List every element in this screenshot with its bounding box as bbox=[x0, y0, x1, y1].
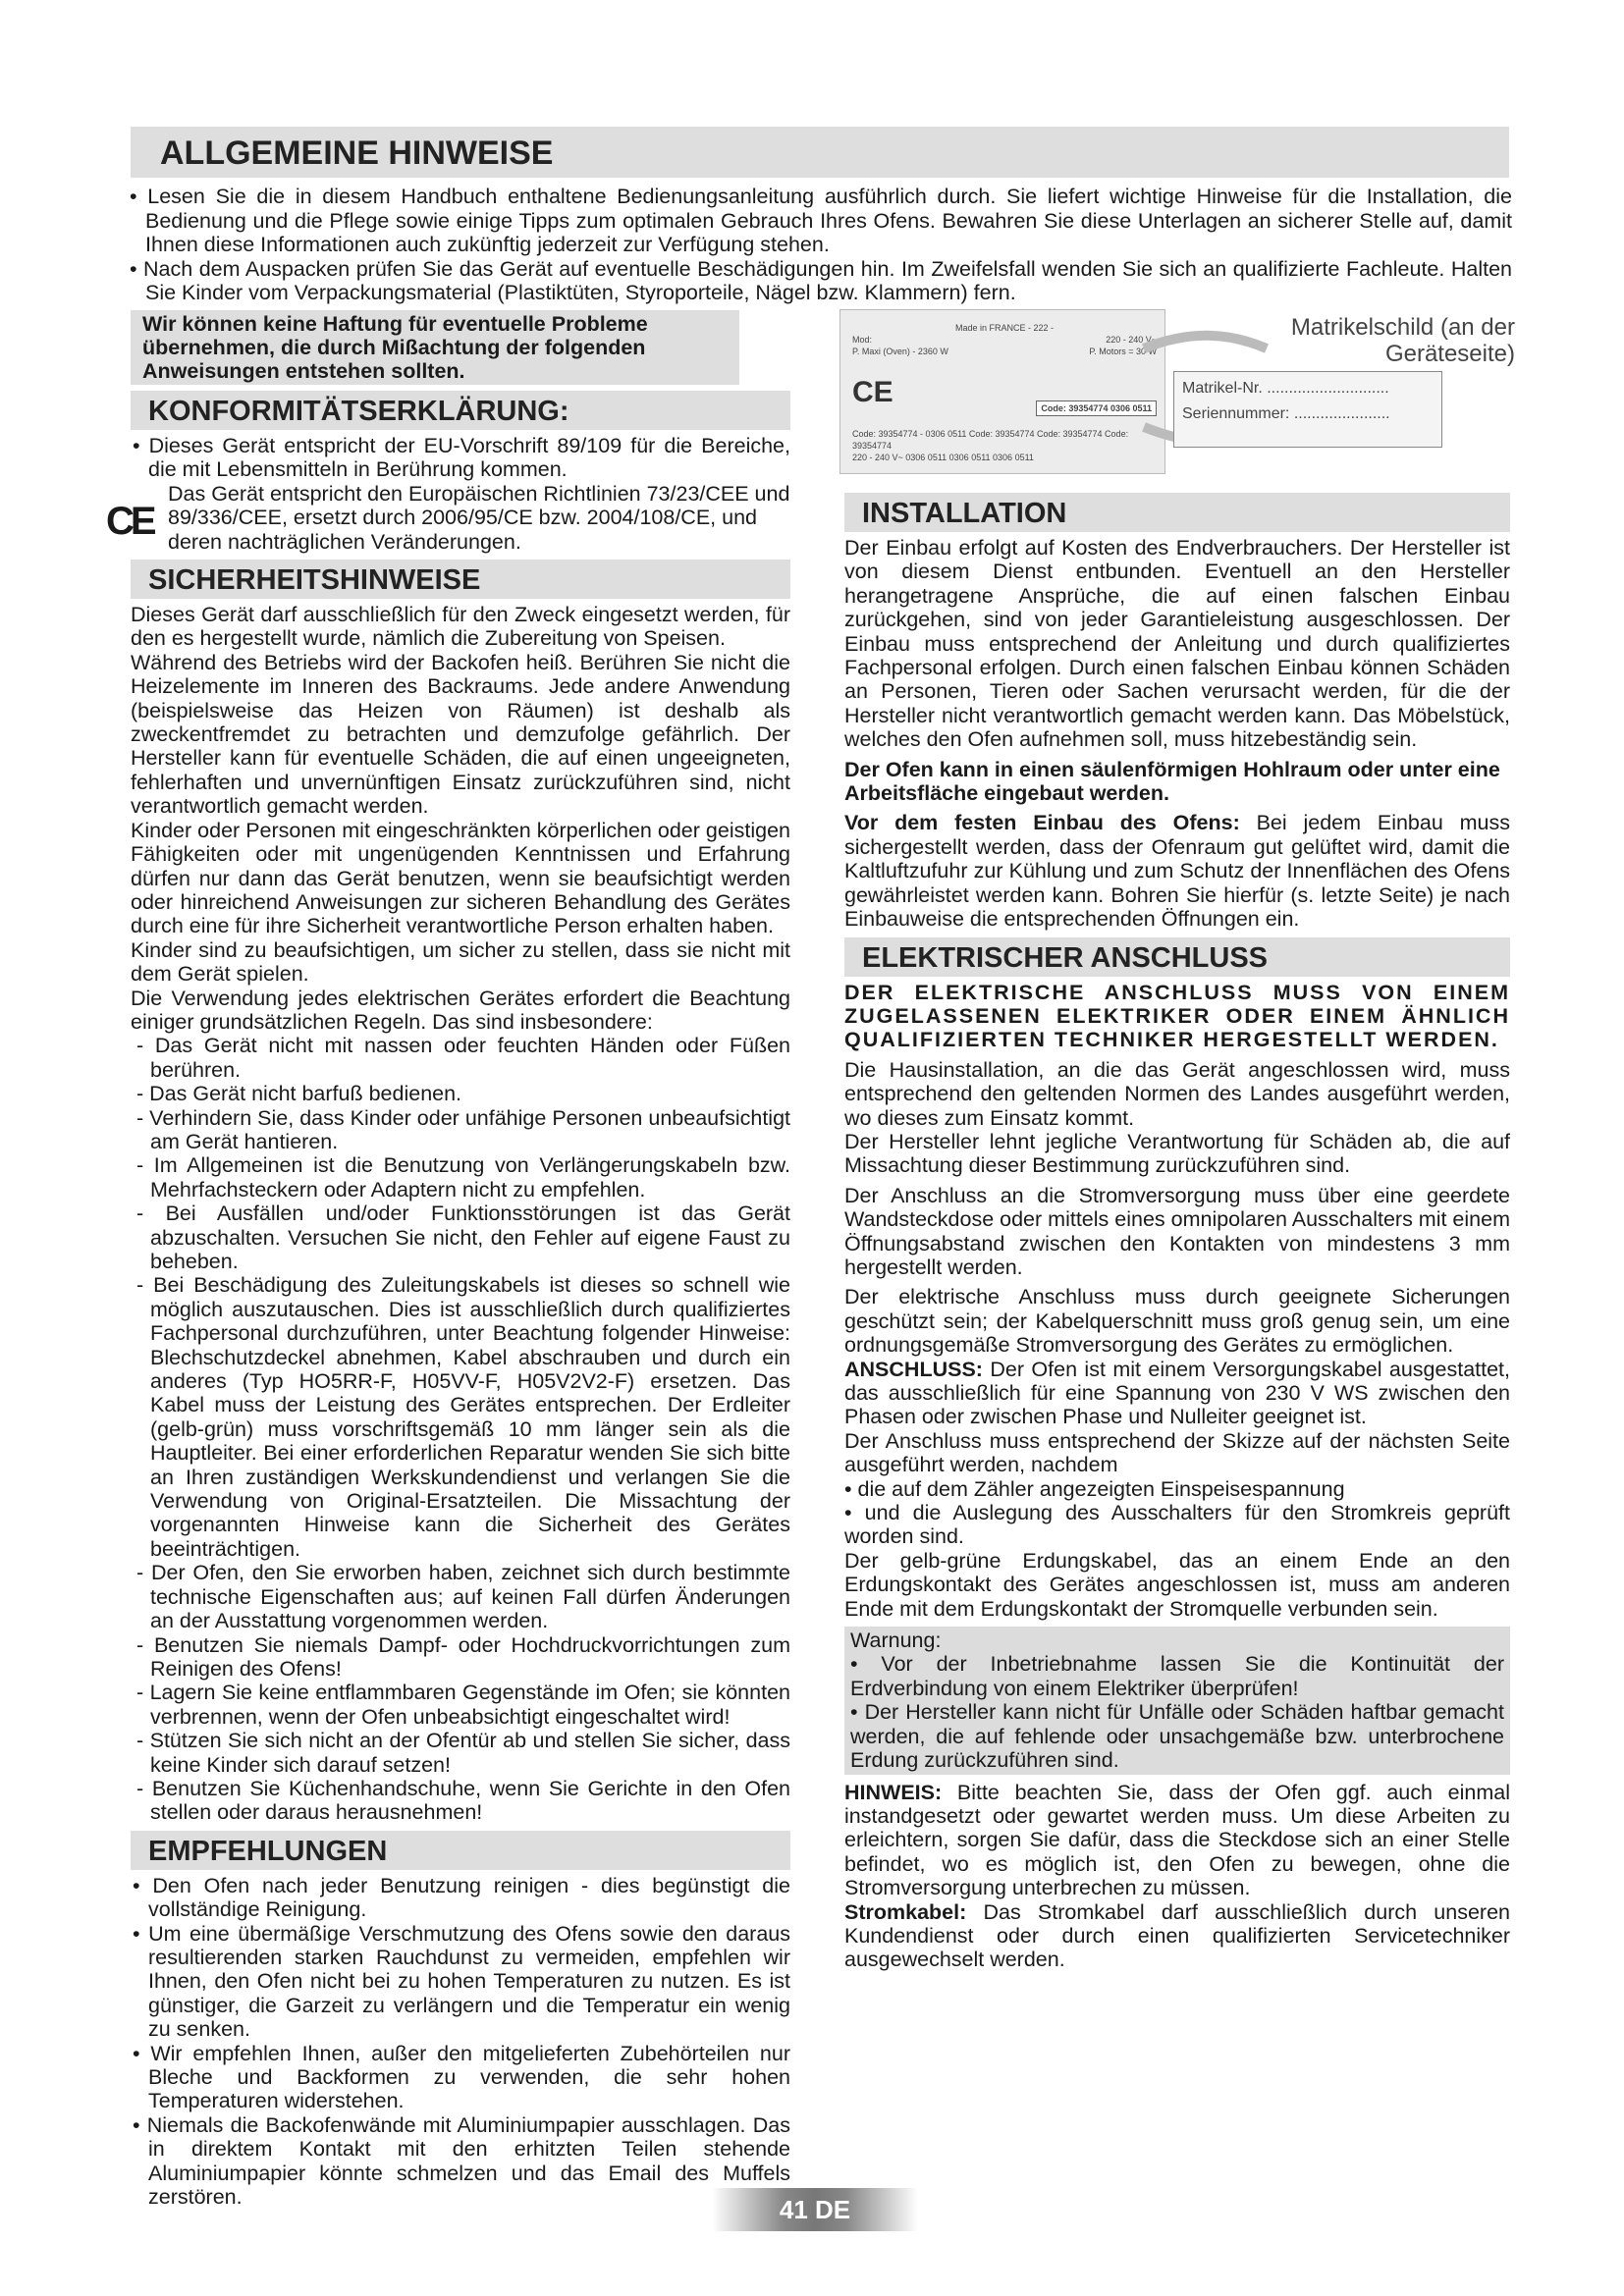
plate-made-in: Made in FRANCE - 222 - bbox=[954, 323, 1055, 333]
elektrisch-paragraph: Der Anschluss an die Stromversorgung muss über eine geerdete Wandsteckdose oder mittels eines omnipolaren Ausschalters mit einem Öffnungsabstand zwischen den Kontakten von mindestens 3 mm hergestellt werden. bbox=[844, 1183, 1510, 1279]
safety-rule: - Der Ofen, den Sie erworben haben, zeichnet sich durch bestimmte technische Eigenschaften aus; auf keinen Fall dürfen Änderungen an der Ausstattung vorgenommen werden. bbox=[136, 1561, 790, 1633]
safety-rule: - Benutzen Sie Küchenhandschuhe, wenn Sie Gerichte in den Ofen stellen oder daraus herausnehmen! bbox=[136, 1776, 790, 1825]
installation-text: Der Einbau erfolgt auf Kosten des Endverbrauchers. Der Hersteller ist von diesem Dienst entbunden. Eventuell an den Hersteller herangetragene Ansprüche, die auf einen falschen Einbau zurückgehen, sind von jeder Garantieleistung ausgeschlossen. Der Einbau muss entsprechend der Anleitung und durch qualifiziertes Fachpersonal erfolgen. Durch einen falschen Einbau können Schäden an Personen, Tieren oder Sachen verursacht werden, für die der Hersteller nicht verantwortlich gemacht werden kann. Das Möbelstück, welches den Ofen aufnehmen soll, muss hitzebeständig sein. bbox=[844, 536, 1510, 752]
section-elektrisch-title: ELEKTRISCHER ANSCHLUSS bbox=[844, 937, 1510, 977]
installation-before-label: Vor dem festen Einbau des Ofens: bbox=[844, 811, 1240, 835]
matrikel-number: Matrikel-Nr. ............................ bbox=[1182, 380, 1389, 397]
right-column bbox=[844, 487, 1510, 1972]
left-column bbox=[106, 310, 790, 2210]
rating-plate bbox=[839, 309, 1165, 474]
plate-row bbox=[852, 334, 1157, 346]
safety-rule: - Lagern Sie keine entflammbaren Gegenstände im Ofen; sie könnten verbrennen, wenn der Ofen unbeabsichtigt eingeschaltet wird! bbox=[136, 1681, 790, 1729]
sicherheit-paragraph: Während des Betriebs wird der Backofen heiß. Berühren Sie nicht die Heizelemente im Inneren des Backraums. Jede andere Anwendung (beispielsweise das Heizen von Räumen) ist deshalb als zweckentfremdet zu betrachten und demzufolge gefährlich. Der Hersteller kann für eventuelle Schäden, die auf einen ungeeigneten, fehlerhaften und unvernünftigen Einsatz zurückzuführen sind, nicht verantwortlich gemacht werden. bbox=[131, 650, 790, 819]
safety-rule: - Stützen Sie sich nicht an der Ofentür ab und stellen Sie sicher, dass keine Kinder sich darauf setzen! bbox=[136, 1729, 790, 1777]
plate-power: P. Maxi (Oven) - 2360 W bbox=[852, 347, 948, 356]
elektrisch-paragraph: Der gelb-grüne Erdungskabel, das an einem Ende an den Erdungskontakt des Gerätes angeschlossen ist, muss am anderen Ende mit dem Erdungskontakt der Stromquelle verbunden sein. bbox=[844, 1548, 1510, 1621]
hinweis-label: HINWEIS: bbox=[844, 1780, 943, 1804]
sicherheit-paragraph: Kinder sind zu beaufsichtigen, um sicher zu stellen, dass sie nicht mit dem Gerät spielen. bbox=[131, 937, 790, 987]
general-bullet: • Lesen Sie die in diesem Handbuch enthaltene Bedienungsanleitung ausführlich durch. Sie liefert wichtige Hinweise für die Installation, die Bedienung und die Pflege sowie einige Tipps zum optimalen Gebrauch Ihres Ofens. Bewahren Sie diese Unterlagen an sicherer Stelle auf, damit Ihnen diese Informationen auch zukünftig jederzeit zur Verfügung stehen. bbox=[130, 185, 1512, 256]
warning-item: • Der Hersteller kann nicht für Unfälle oder Schäden haftbar gemacht werden, die auf fehlende oder unsachgemäße bzw. unterbrochene Erdung zurückzuführen sind. bbox=[850, 1700, 1504, 1773]
ce-directives bbox=[106, 481, 790, 554]
warning-title: Warnung: bbox=[850, 1629, 942, 1653]
plate-header bbox=[852, 322, 1157, 357]
plate-caption: Matrikelschild (an der Geräteseite) bbox=[1290, 314, 1515, 367]
anschluss-text: Der Ofen ist mit einem Versorgungskabel ausgestattet, das ausschließlich für eine Spannung von 230 V WS zwischen den Phasen oder zwischen Phase und Nulleiter geeignet ist. bbox=[844, 1357, 1510, 1429]
safety-rule: - Das Gerät nicht mit nassen oder feuchten Händen oder Füßen berühren. bbox=[136, 1034, 790, 1082]
recommendation: • Wir empfehlen Ihnen, außer den mitgelieferten Zubehörteilen nur Bleche und Backformen zu verwenden, die sehr hohen Temperaturen widerstehen. bbox=[133, 2041, 790, 2113]
anschluss-label: ANSCHLUSS: bbox=[844, 1357, 983, 1381]
safety-rule: - Im Allgemeinen ist die Benutzung von Verlängerungskabeln bzw. Mehrfachsteckern oder Adaptern nicht zu empfehlen. bbox=[136, 1153, 790, 1201]
safety-rule: - Das Gerät nicht barfuß bedienen. bbox=[136, 1082, 462, 1106]
warning-panel bbox=[844, 1627, 1510, 1774]
elektrisch-paragraph: Der Anschluss muss entsprechend der Skizze auf der nächsten Seite ausgeführt werden, nachdem bbox=[844, 1428, 1510, 1477]
plate-row: Code: 39354774 - 0306 0511 Code: 39354774 Code: 39354774 Code: 39354774 bbox=[852, 429, 1129, 451]
plate-code: Code: 39354774 0306 0511 bbox=[1036, 400, 1157, 416]
serial-label-box bbox=[1173, 371, 1442, 448]
elektrisch-paragraph: Die Hausinstallation, an die das Gerät angeschlossen wird, muss entsprechend den geltenden Normen des Landes ausgeführt werden, wo dieses zum Einsatz kommt. bbox=[844, 1057, 1510, 1130]
plate-mod: Mod: bbox=[852, 335, 873, 345]
general-bullet: • Nach dem Auspacken prüfen Sie das Gerät auf eventuelle Beschädigungen hin. Im Zweifelsfall wenden Sie sich an qualifizierte Fachleute. Halten Sie Kinder vom Verpackungsmaterial (Plastiktüten, Styroporteile, Nägel bzw. Klammern) fern. bbox=[130, 256, 1512, 304]
elektrisch-bullet: • die auf dem Zähler angezeigten Einspeisespannung bbox=[844, 1476, 1345, 1501]
stromkabel-label: Stromkabel: bbox=[844, 1899, 967, 1924]
elektrisch-caps: DER ELEKTRISCHE ANSCHLUSS MUSS VON EINEM ZUGELASSENEN ELEKTRIKER ODER EINEM ÄHNLICH QUALIFIZIERTEN TECHNIKER HERGESTELLT WERDEN. bbox=[844, 980, 1510, 1052]
recommendation: • Niemals die Backofenwände mit Aluminiumpapier ausschlagen. Das in direktem Kontakt mit den erhitzten Teilen stehende Aluminiumpapier könnte schmelzen und das Email des Muffels zerstören. bbox=[133, 2112, 790, 2210]
stromkabel bbox=[844, 1900, 1510, 1972]
plate-watts: P. Motors = 30 W bbox=[1089, 347, 1157, 356]
section-sicherheit-title: SICHERHEITSHINWEISE bbox=[131, 560, 790, 599]
general-notes bbox=[128, 185, 1512, 305]
section-installation-title: INSTALLATION bbox=[844, 493, 1510, 532]
stromkabel-text: Das Stromkabel darf ausschließlich durch unseren Kundendienst oder durch einen qualifizierten Servicetechniker ausgewechselt werden. bbox=[844, 1899, 1510, 1972]
sicherheit-paragraph: Dieses Gerät darf ausschließlich für den Zweck eingesetzt werden, für den es hergestellt wurde, nämlich die Zubereitung von Speisen. bbox=[131, 603, 790, 651]
safety-rule: - Verhindern Sie, dass Kinder oder unfähige Personen unbeaufsichtigt am Gerät hantieren. bbox=[136, 1105, 790, 1153]
ce-mark-icon: CE bbox=[106, 499, 153, 543]
sicherheit-paragraph: Kinder oder Personen mit eingeschränkten körperlichen oder geistigen Fähigkeiten oder mit ungenügenden Kenntnissen und Erfahrung dürfen nur dann das Gerät benutzen, wenn sie beaufsichtigt werden oder hinreichend Anweisungen zur sicheren Behandlung des Gerätes durch eine für ihre Sicherheit verantwortliche Person erhalten haben. bbox=[131, 818, 790, 938]
section-empfehlungen-title: EMPFEHLUNGEN bbox=[131, 1831, 790, 1870]
installation-before bbox=[844, 811, 1510, 931]
section-konformitaet-title: KONFORMITÄTSERKLÄRUNG: bbox=[131, 391, 790, 430]
elektrisch-paragraph: Der Hersteller lehnt jegliche Verantwortung für Schäden ab, die auf Missachtung dieser Bestimmung zurückzuführen sind. bbox=[844, 1129, 1510, 1178]
konformitaet-directives: Das Gerät entspricht den Europäischen Richtlinien 73/23/CEE und 89/336/CEE, ersetzt durch 2006/95/CE bzw. 2004/108/CE, und deren nachträglichen Veränderungen. bbox=[168, 481, 790, 554]
sicherheit-paragraph: Die Verwendung jedes elektrischen Gerätes erfordert die Beachtung einiger grundsätzlichen Regeln. Das sind insbesondere: bbox=[131, 986, 790, 1034]
safety-rule: - Bei Ausfällen und/oder Funktionsstörungen ist das Gerät abzuschalten. Versuchen Sie nicht, den Fehler auf eigene Faust zu beheben. bbox=[136, 1201, 790, 1273]
installation-before-text: Bei jedem Einbau muss sichergestellt werden, dass der Ofenraum gut gelüftet wird, damit die Kaltluftzufuhr zur Kühlung und zum Schutz der Innenflächen des Ofens gewährleistet werden kann. Bohren Sie hierfür (s. letzte Seite) je nach Einbauweise die entsprechenden Öffnungen ein. bbox=[844, 811, 1510, 932]
safety-rule: - Benutzen Sie niemals Dampf- oder Hochdruckvorrichtungen zum Reinigen des Ofens! bbox=[136, 1632, 790, 1681]
serial-number: Seriennummer: ...................... bbox=[1182, 405, 1390, 422]
elektrisch-anschluss bbox=[844, 1358, 1510, 1429]
recommendation: • Den Ofen nach jeder Benutzung reinigen - dies begünstigt die vollständige Reinigung. bbox=[133, 1873, 790, 1922]
plate-row: 220 - 240 V~ 0306 0511 0306 0511 0306 0511 bbox=[852, 453, 1034, 462]
page-number: 41 DE bbox=[712, 2188, 918, 2231]
plate-rows bbox=[852, 428, 1157, 463]
safety-rule: - Bei Beschädigung des Zuleitungskabels ist dieses so schnell wie möglich auszutauschen. Dies ist ausschließlich durch qualifiziertes Fachpersonal durchzuführen, unter Beachtung folgender Hinweise: Blechschutzdeckel abnehmen, Kabel abschrauben und durch ein anderes (Typ HO5RR-F, H05VV-F, H05V2V2-F) ersetzen. Das Kabel muss der Leistung des Gerätes entsprechen. Der Erdleiter (gelb-grün) muss vorschriftsgemäß 10 mm länger sein als die Hauptleiter. Bei einer erforderlichen Reparatur wenden Sie sich bitte an Ihren zuständigen Werkskundendienst und verlangen Sie die Verwendung von Original-Ersatzteilen. Die Missachtung der vorgenannten Hinweise kann die Sicherheit des Gerätes beeinträchtigen. bbox=[136, 1273, 790, 1561]
hinweis-text: Bitte beachten Sie, dass der Ofen ggf. auch einmal instandgesetzt oder gewartet werden muss. Um diese Arbeiten zu erleichtern, sorgen Sie dafür, dass die Steckdose sich an einer Stelle befindet, wo es möglich ist, den Ofen zu bewegen, ohne die Stromversorgung unterbrechen zu müssen. bbox=[844, 1780, 1510, 1900]
konformitaet-text: • Dieses Gerät entspricht der EU-Vorschrift 89/109 für die Bereiche, die mit Lebensmitteln in Berührung kommen. bbox=[133, 434, 790, 482]
warning-item: • Vor der Inbetriebnahme lassen Sie die Kontinuität der Erdverbindung von einem Elektriker überprüfen! bbox=[850, 1652, 1504, 1700]
elektrisch-bullet: • und die Auslegung des Ausschalters für den Stromkreis geprüft worden sind. bbox=[844, 1501, 1510, 1549]
plate-row bbox=[852, 346, 1157, 357]
plate-ce-icon: CE bbox=[852, 376, 893, 408]
hinweis bbox=[844, 1781, 1510, 1900]
page-title: ALLGEMEINE HINWEISE bbox=[131, 127, 1509, 178]
installation-note: Der Ofen kann in einen säulenförmigen Hohlraum oder unter eine Arbeitsfläche eingebaut werden. bbox=[844, 757, 1500, 806]
plate-volt: 220 - 240 V~ bbox=[1106, 335, 1157, 345]
recommendation: • Um eine übermäßige Verschmutzung des Ofens sowie den daraus resultierenden starken Rauchdunst zu vermeiden, empfehlen wir Ihnen, den Ofen nicht bei zu hohen Temperaturen zu nutzen. Es ist günstiger, die Garzeit zu verlängern und die Temperatur ein wenig zu senken. bbox=[133, 1921, 790, 2042]
rating-plate-figure bbox=[839, 309, 1515, 476]
liability-warning: Wir können keine Haftung für eventuelle Probleme übernehmen, die durch Mißachtung der folgenden Anweisungen entstehen sollten. bbox=[131, 310, 739, 385]
elektrisch-paragraph: Der elektrische Anschluss muss durch geeignete Sicherungen geschützt sein; der Kabelquerschnitt muss groß genug sein, um eine ordnungsgemäße Stromversorgung des Gerätes zu ermöglichen. bbox=[844, 1285, 1510, 1358]
